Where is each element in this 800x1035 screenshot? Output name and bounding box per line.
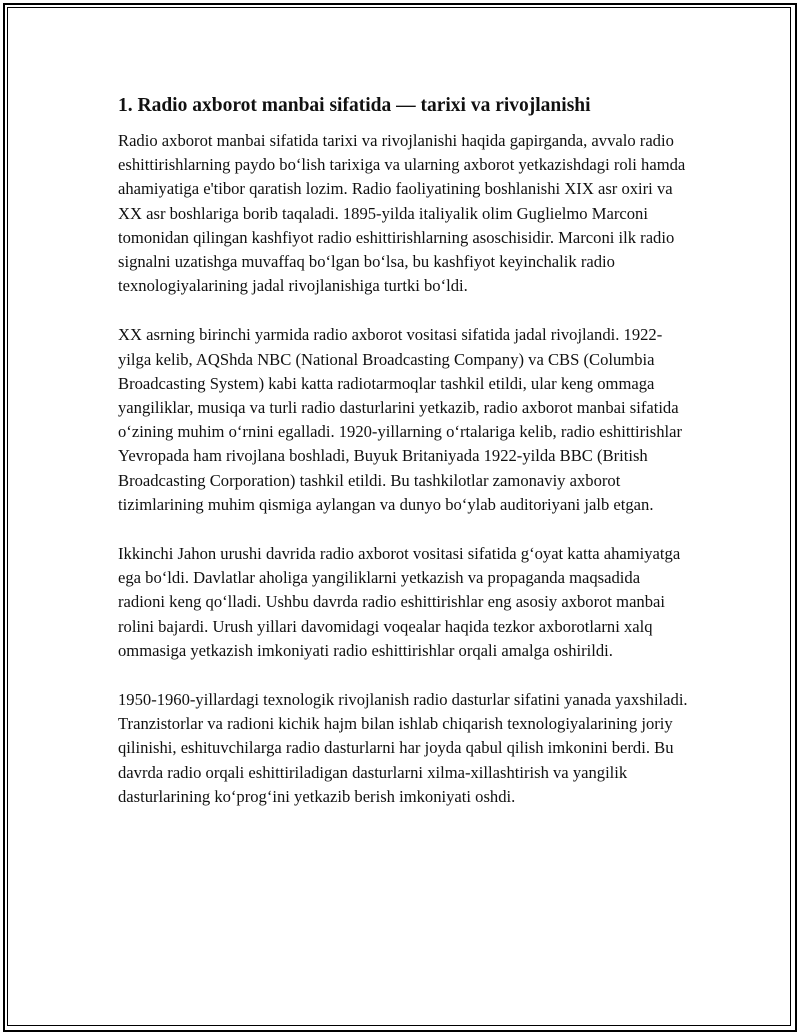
paragraph-world-war-two: Ikkinchi Jahon urushi davrida radio axborot vositasi sifatida gʻoyat katta ahamiyatga ega boʻldi. Davlatlar aholiga yangiliklarni yetkazish va propaganda maqsadida radioni keng qoʻlladi. Ushbu davrda radio eshittirishlar eng asosiy axborot manbai rolini bajardi. Urush yillari davomidagi voqealar haqida tezkor axborotlarni xalq ommasiga yetkazish imkoniyati radio eshittirishlar orqali amalga oshirildi. [118,544,681,660]
paragraph-early-20th-century: XX asrning birinchi yarmida radio axborot vositasi sifatida jadal rivojlandi. 1922-yilga kelib, AQShda NBC (National Broadcasting Company) va CBS (Columbia Broadcasting System) kabi katta radiotarmoqlar tashkil etildi, ular keng ommaga yangiliklar, musiqa va turli radio dasturlarini yetkazib, radio axborot manbai sifatida oʻzining muhim oʻrnini egalladi. 1920-yillarning oʻrtalariga kelib, radio eshittirishlar Yevropada ham rivojlana boshladi, Buyuk Britaniyada 1922-yilda BBC (British Broadcasting Corporation) tashkil etildi. Bu tashkilotlar zamonaviy axborot tizimlarining muhim qismiga aylangan va dunyo boʻylab auditoriyani jalb etgan. [118,325,683,514]
section-heading: 1. Radio axborot manbai sifatida — tarixi va rivojlanishi [118,95,591,116]
paragraph-radio-origins: Radio axborot manbai sifatida tarixi va rivojlanishi haqida gapirganda, avvalo radio eshittirishlarning paydo boʻlish tarixiga va ularning axborot yetkazishdagi roli hamda ahamiyatiga e'tibor qaratish lozim. Radio faoliyatining boshlanishi XIX asr oxiri va XX asr boshlariga borib taqaladi. 1895-yilda italiyalik olim Guglielmo Marconi tomonidan qilingan kashfiyot radio eshittirishlarning asoschisidir. Marconi ilk radio signalni uzatishga muvaffaq boʻlgan boʻlsa, bu kashfiyot keyinchalik radio texnologiyalarining jadal rivojlanishiga turtki boʻldi. [118,131,686,296]
paragraph-1950-1960s: 1950-1960-yillardagi texnologik rivojlanish radio dasturlar sifatini yanada yaxshiladi. Tranzistorlar va radioni kichik hajm bilan ishlab chiqarish texnologiyalarining joriy qilinishi, eshituvchilarga radio dasturlarni har joyda qabul qilish imkonini berdi. Bu davrda radio orqali eshittiriladigan dasturlarni xilma-xillashtirish va yangilik dasturlarining koʻprogʻini yetkazib berish imkoniyati oshdi. [118,690,688,806]
document-body [118,92,690,834]
